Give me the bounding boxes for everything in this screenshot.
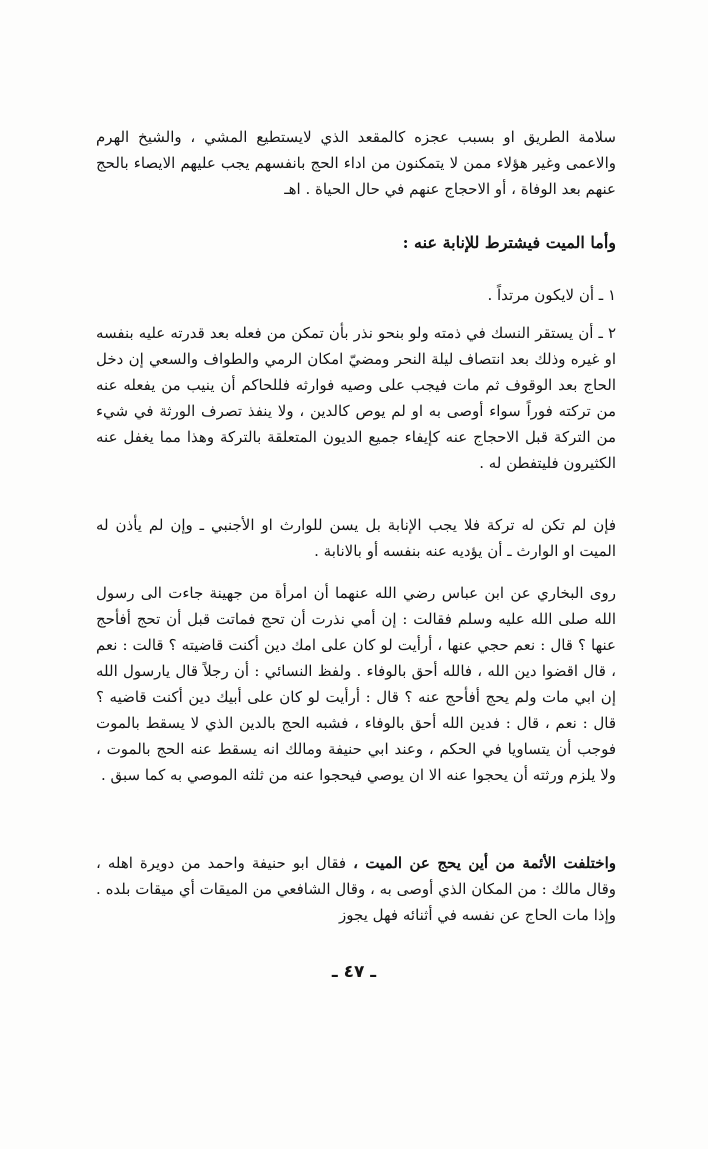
hadith-paragraph: روى البخاري عن ابن عباس رضي الله عنهما أن امرأة من جهينة جاءت الى رسول الله صلى الله عليه وسلم فقالت : إن أمي نذرت أن تحج فماتت قبل أن تحج أفأحج عنها ؟ قال : نعم حجي عنها ، أرأيت لو كان على امك دين أكنت قاضيته ؟ قالت : نعم ، قال اقضوا دين الله ، فالله أحق بالوفاء . ولفظ النسائي : أن رجلاً قال يارسول الله إن ابي مات ولم يحج أفأحج عنه ؟ قال : أرأيت لو كان على أبيك دين أكنت قاضيه ؟ قال : نعم ، قال : فدين الله أحق بالوفاء ، فشبه الحج بالدين الذي لا يسقط بالموت فوجب أن يتساويا في الحكم ، وعند ابي حنيفة ومالك انه يسقط عنه الحج بالموت ، ولا يلزم ورثته أن يحجوا عنه الا ان يوصي فيحجوا عنه من ثلثه الموصي به كما سبق . (96, 584, 616, 784)
page-number: ـ ٤٧ ـ (331, 962, 377, 982)
condition-2-block (96, 320, 616, 476)
no-estate-block (96, 512, 616, 564)
intro-paragraph: سلامة الطريق او بسبب عجزه كالمقعد الذي لايستطيع المشي ، والشيخ الهرم والاعمى وغير هؤلاء ممن لا يتمكنون من اداء الحج بانفسهم يجب عليهم الايصاء بالحج عنهم بعد الوفاة ، أو الاحجاج عنهم في حال الحياة . اهـ (96, 128, 616, 198)
condition-1: ١ ـ أن لايكون مرتداً . (487, 286, 616, 304)
location-rest: فقال ابو حنيفة واحمد من دويرة اهله ، وقال مالك : من المكان الذي أوصى به ، وقال الشافعي من الميقات أي ميقات بلده . وإذا مات الحاج عن نفسه في أثنائه فهل يجوز (96, 854, 616, 924)
condition-1-block (96, 282, 616, 308)
condition-2: ٢ ـ أن يستقر النسك في ذمته ولو بنحو نذر بأن تمكن من فعله بعد قدرته عليه بنفسه او غيره وذلك بعد انتصاف ليلة النحر ومضيّ امكان الرمي والطواف والسعي إن دخل الحاج بعد الوقوف ثم مات فيجب على وصيه فوارثه فللحاكم أن ينيب من يفعله عنه من تركته فوراً سواء أوصى به او لم يوص كالدين ، ولا ينفذ تصرف الورثة في شيء من التركة قبل الاحجاج عنه كإيفاء جميع الديون المتعلقة بالتركة وهذا مما يغفل عنه الكثيرون فليتفطن له . (96, 324, 616, 472)
heading-block (96, 230, 616, 256)
no-estate-paragraph: فإن لم تكن له تركة فلا يجب الإنابة بل يسن للوارث او الأجنبي ـ وإن لم يأذن له الميت او الوارث ـ أن يؤديه عنه بنفسه أو بالانابة . (96, 516, 616, 560)
location-lead: واختلفت الأئمة من أين يحج عن الميت ، (353, 854, 616, 872)
intro-paragraph-block (96, 124, 616, 202)
section-heading: وأما الميت فيشترط للإنابة عنه : (402, 233, 616, 252)
location-paragraph (96, 850, 616, 928)
hadith-block (96, 580, 616, 788)
location-block (96, 850, 616, 928)
